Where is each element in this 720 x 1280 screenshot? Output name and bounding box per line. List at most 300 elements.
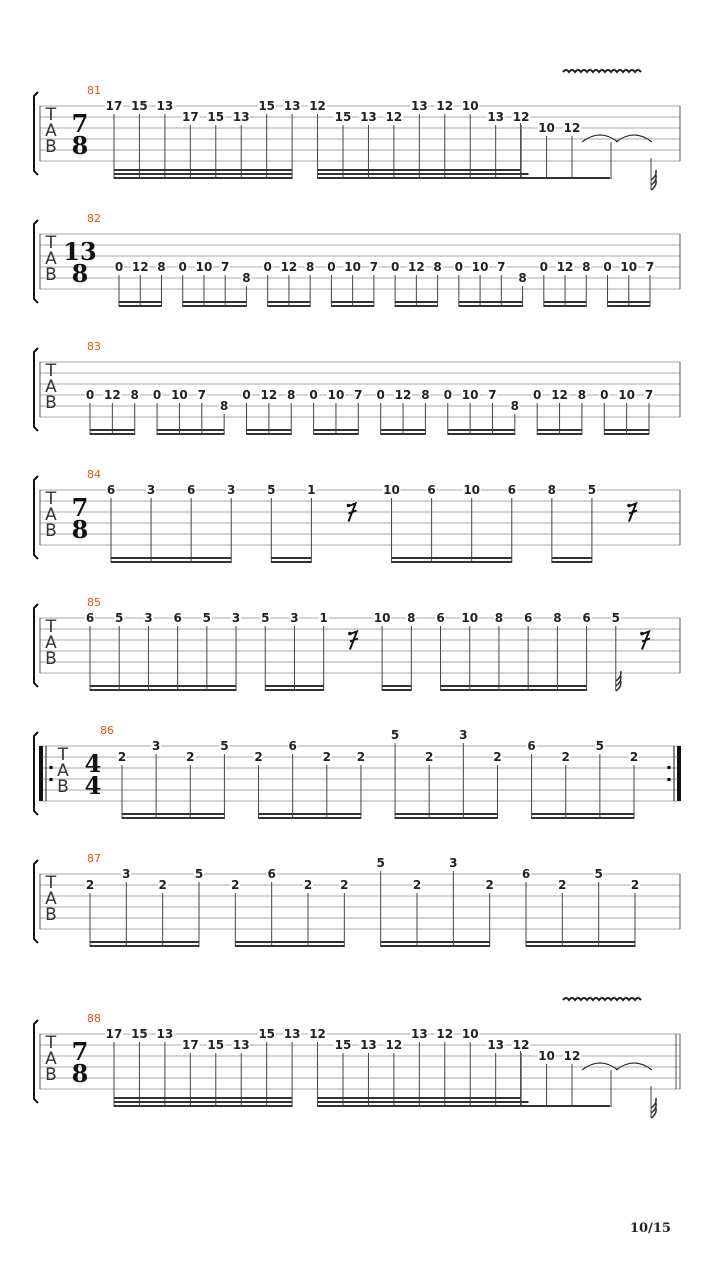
tab-system-83 [34, 340, 680, 435]
fret-number: 6 [288, 739, 297, 753]
tab-clef-letter: T [45, 489, 57, 509]
fret-number: 0 [327, 260, 336, 274]
fret-number: 6 [267, 867, 276, 881]
beam [331, 301, 373, 303]
tab-system-84 [34, 468, 680, 563]
fret-number: 17 [181, 1038, 199, 1052]
beam [122, 813, 224, 815]
fret-number: 6 [582, 611, 591, 625]
fret-number: 13 [410, 99, 428, 113]
beam [537, 429, 582, 431]
beam [268, 301, 310, 303]
fret-number: 12 [131, 260, 149, 274]
measure-number: 86 [100, 724, 114, 737]
fret-number: 13 [283, 99, 301, 113]
beam [157, 429, 224, 431]
tab-clef-letter: B [45, 393, 57, 413]
fret-number: 8 [518, 271, 527, 285]
fret-number: 0 [539, 260, 548, 274]
fret-number: 3 [227, 483, 236, 497]
fret-number: 8 [494, 611, 504, 625]
beam [392, 561, 512, 563]
fret-number: 8 [305, 260, 315, 274]
fret-number: 2 [629, 750, 639, 764]
beam [247, 433, 292, 435]
beam [114, 173, 292, 175]
fret-number: 5 [194, 867, 204, 881]
fret-number: 2 [558, 878, 567, 892]
fret-number: 2 [254, 750, 263, 764]
fret-number: 7 [488, 388, 497, 402]
beam [448, 429, 515, 431]
fret-number: 13 [232, 1038, 250, 1052]
beam [381, 941, 490, 943]
beam [395, 817, 497, 819]
tab-clef-letter: B [45, 1065, 57, 1085]
tab-clef-letter: B [45, 521, 57, 541]
fret-number: 2 [117, 750, 127, 764]
beam [395, 301, 437, 303]
fret-number: 2 [231, 878, 240, 892]
beam [552, 561, 592, 563]
beam [544, 305, 586, 307]
fret-number: 12 [512, 110, 530, 124]
fret-number: 13 [487, 1038, 505, 1052]
beam [318, 173, 522, 175]
fret-number: 8 [547, 483, 557, 497]
fret-number: 13 [156, 99, 174, 113]
repeat-start-bar [39, 746, 43, 801]
time-signature-numerator: 7 [71, 493, 89, 522]
tab-clef-letter: T [45, 1033, 57, 1053]
fret-number: 17 [181, 110, 199, 124]
tab-clef-letter: T [45, 617, 57, 637]
fret-number: 15 [334, 1038, 352, 1052]
system-bracket [34, 476, 38, 559]
beam [314, 433, 359, 435]
fret-number: 7 [644, 388, 654, 402]
fret-number: 3 [290, 611, 299, 625]
fret-number: 13 [232, 110, 250, 124]
beam [448, 433, 515, 435]
beam [441, 689, 587, 691]
fret-number: 13 [360, 110, 377, 124]
fret-number: 6 [523, 611, 533, 625]
partial-beam [521, 173, 529, 175]
fret-number: 10 [461, 99, 479, 113]
repeat-dot [49, 778, 53, 782]
beam [441, 685, 587, 687]
fret-number: 3 [459, 728, 468, 742]
system-bracket [34, 732, 38, 815]
fret-number: 5 [390, 728, 400, 742]
beam [90, 945, 199, 947]
fret-number: 0 [114, 260, 124, 274]
fret-number: 12 [385, 110, 403, 124]
fret-number: 12 [556, 260, 574, 274]
fret-number: 8 [582, 260, 591, 274]
beam [111, 561, 231, 563]
beam [271, 557, 311, 559]
repeat-end-bar [677, 746, 681, 801]
tab-system-85 [34, 596, 680, 691]
fret-number: 8 [577, 388, 587, 402]
beam [459, 301, 523, 303]
beam [119, 305, 161, 307]
fret-number: 2 [630, 878, 640, 892]
beam [114, 1101, 292, 1103]
fret-number: 0 [443, 388, 452, 402]
fret-number: 3 [122, 867, 131, 881]
fret-number: 12 [260, 388, 278, 402]
fret-number: 12 [512, 1038, 530, 1052]
fret-number: 5 [220, 739, 229, 753]
beam [90, 689, 236, 691]
tab-clef-letter: B [45, 137, 57, 157]
tab-clef-letter: A [45, 249, 57, 269]
tab-system-82 [34, 212, 680, 307]
beam [90, 941, 199, 943]
fret-number: 12 [563, 1049, 581, 1063]
beam [608, 305, 650, 307]
beam [265, 689, 323, 691]
tab-clef-letter: A [45, 377, 57, 397]
fret-number: 10 [620, 260, 638, 274]
fret-number: 5 [376, 856, 385, 870]
tab-clef-letter: B [45, 265, 57, 285]
fret-number: 0 [242, 388, 251, 402]
fret-number: 2 [485, 878, 494, 892]
fret-number: 8 [407, 611, 416, 625]
beam [259, 813, 361, 815]
time-signature-denominator: 8 [71, 1059, 89, 1088]
beam [459, 305, 523, 307]
system-bracket [34, 348, 38, 431]
fret-number: 10 [461, 611, 479, 625]
fret-number: 6 [521, 867, 531, 881]
fret-number: 7 [197, 388, 206, 402]
beam [521, 1105, 610, 1107]
fret-number: 12 [563, 121, 581, 135]
fret-number: 15 [131, 1027, 148, 1041]
beam [114, 1097, 292, 1099]
tab-clef-letter: A [45, 505, 57, 525]
fret-number: 10 [538, 1049, 555, 1063]
rest-dot [348, 632, 352, 636]
beam [90, 685, 236, 687]
beam [381, 429, 426, 431]
fret-number: 10 [383, 483, 400, 497]
fret-number: 0 [178, 260, 187, 274]
fret-number: 2 [412, 878, 422, 892]
partial-beam [521, 1101, 529, 1103]
tab-clef-letter: T [45, 105, 57, 125]
beam [526, 945, 635, 947]
fret-number: 6 [436, 611, 445, 625]
beam [114, 1105, 292, 1107]
fret-number: 2 [322, 750, 331, 764]
fret-number: 2 [425, 750, 434, 764]
fret-number: 15 [258, 99, 276, 113]
fret-number: 12 [436, 99, 454, 113]
time-signature-numerator: 4 [84, 749, 102, 778]
time-signature-denominator: 4 [84, 771, 102, 800]
fret-number: 2 [158, 878, 167, 892]
rest-dot [627, 504, 631, 508]
fret-number: 10 [471, 260, 489, 274]
fret-number: 10 [327, 388, 345, 402]
beam [521, 177, 610, 179]
fret-number: 5 [611, 611, 620, 625]
beam [381, 945, 490, 947]
rest-dot [640, 632, 644, 636]
fret-number: 3 [449, 856, 458, 870]
fret-number: 6 [85, 611, 95, 625]
beam [392, 557, 512, 559]
beam [526, 941, 635, 943]
time-signature-denominator: 8 [71, 259, 89, 288]
fret-number: 3 [146, 483, 156, 497]
fret-number: 2 [356, 750, 366, 764]
fret-number: 7 [221, 260, 230, 274]
fret-number: 0 [454, 260, 464, 274]
beam [183, 301, 247, 303]
fret-number: 8 [421, 388, 430, 402]
fret-number: 15 [258, 1027, 276, 1041]
tab-clef-letter: A [45, 633, 57, 653]
time-signature-numerator: 7 [71, 1037, 89, 1066]
fret-number: 13 [360, 1038, 377, 1052]
vibrato-mark [563, 70, 641, 72]
fret-number: 0 [390, 260, 400, 274]
beam [90, 429, 135, 431]
fret-number: 0 [152, 388, 162, 402]
fret-number: 13 [487, 110, 505, 124]
beam [382, 685, 411, 687]
time-signature-numerator: 13 [63, 237, 97, 266]
tab-clef-letter: B [45, 905, 57, 925]
fret-number: 2 [303, 878, 313, 892]
fret-number: 17 [105, 1027, 123, 1041]
fret-number: 3 [144, 611, 153, 625]
beam [608, 301, 650, 303]
beam [114, 177, 292, 179]
tab-clef-letter: A [57, 761, 69, 781]
system-bracket [34, 92, 38, 175]
fret-number: 10 [461, 1027, 479, 1041]
beam [318, 1097, 522, 1099]
fret-number: 6 [427, 483, 436, 497]
fret-number: 10 [171, 388, 188, 402]
tab-clef-letter: A [45, 889, 57, 909]
measure-number: 82 [87, 212, 101, 225]
fret-number: 5 [587, 483, 597, 497]
beam [114, 169, 292, 171]
beam [122, 817, 224, 819]
fret-number: 12 [309, 1027, 326, 1041]
fret-number: 13 [410, 1027, 428, 1041]
repeat-dot [667, 778, 671, 782]
fret-number: 0 [533, 388, 542, 402]
tab-clef-letter: B [45, 649, 57, 669]
time-signature-numerator: 7 [71, 109, 89, 138]
fret-number: 10 [618, 388, 635, 402]
time-signature-denominator: 8 [71, 515, 89, 544]
beam [552, 557, 592, 559]
beam [604, 429, 649, 431]
tab-system-81 [34, 70, 680, 190]
fret-number: 2 [186, 750, 195, 764]
fret-number: 12 [408, 260, 425, 274]
fret-number: 10 [538, 121, 555, 135]
fret-number: 0 [85, 388, 95, 402]
beam [314, 429, 359, 431]
tab-system-86 [34, 724, 681, 819]
system-bracket [34, 220, 38, 303]
fret-number: 5 [202, 611, 212, 625]
rest-dot [347, 504, 351, 508]
fret-number: 17 [105, 99, 123, 113]
fret-number: 10 [461, 388, 479, 402]
beam [268, 305, 310, 307]
time-signature-denominator: 8 [71, 131, 89, 160]
beam [331, 305, 373, 307]
fret-number: 0 [309, 388, 318, 402]
fret-number: 7 [497, 260, 506, 274]
beam [271, 561, 311, 563]
fret-number: 3 [151, 739, 161, 753]
beam [395, 813, 497, 815]
measure-number: 85 [87, 596, 101, 609]
beam [532, 813, 634, 815]
fret-number: 5 [261, 611, 270, 625]
beam [318, 169, 522, 171]
fret-number: 12 [551, 388, 568, 402]
system-bracket [34, 860, 38, 943]
tab-clef-letter: T [45, 361, 57, 381]
fret-number: 15 [334, 110, 352, 124]
measure-number: 83 [87, 340, 101, 353]
fret-number: 12 [385, 1038, 403, 1052]
fret-number: 10 [344, 260, 361, 274]
fret-number: 2 [340, 878, 349, 892]
fret-number: 8 [510, 399, 520, 413]
beam [90, 433, 135, 435]
fret-number: 12 [394, 388, 412, 402]
beam [532, 817, 634, 819]
beam [235, 941, 344, 943]
fret-number: 8 [157, 260, 166, 274]
fret-number: 12 [280, 260, 298, 274]
fret-number: 13 [156, 1027, 174, 1041]
fret-number: 6 [507, 483, 516, 497]
measure-number: 88 [87, 1012, 101, 1025]
fret-number: 8 [287, 388, 296, 402]
tab-clef-letter: T [57, 745, 69, 765]
fret-number: 1 [319, 611, 328, 625]
fret-number: 15 [131, 99, 148, 113]
fret-number: 15 [207, 1038, 225, 1052]
fret-number: 6 [106, 483, 116, 497]
tab-system-88 [34, 998, 680, 1118]
fret-number: 10 [195, 260, 213, 274]
page-number: 10/15 [630, 1221, 671, 1236]
fret-number: 2 [561, 750, 570, 764]
beam [544, 301, 586, 303]
repeat-dot [49, 766, 53, 770]
fret-number: 7 [645, 260, 655, 274]
fret-number: 5 [594, 867, 603, 881]
fret-number: 0 [600, 388, 609, 402]
fret-number: 6 [173, 611, 182, 625]
fret-number: 12 [104, 388, 121, 402]
beam [157, 433, 224, 435]
fret-number: 6 [527, 739, 536, 753]
fret-number: 6 [186, 483, 196, 497]
system-bracket [34, 604, 38, 687]
beam [119, 301, 161, 303]
tab-clef-letter: T [45, 873, 57, 893]
measure-number: 84 [87, 468, 101, 481]
fret-number: 12 [436, 1027, 454, 1041]
vibrato-mark [563, 998, 641, 1000]
tab-clef-letter: A [45, 1049, 57, 1069]
fret-number: 8 [242, 271, 251, 285]
beam [318, 177, 522, 179]
fret-number: 8 [219, 399, 229, 413]
fret-number: 7 [354, 388, 363, 402]
repeat-dot [667, 766, 671, 770]
fret-number: 8 [553, 611, 562, 625]
beam [111, 557, 231, 559]
beam [183, 305, 247, 307]
fret-number: 0 [376, 388, 385, 402]
beam [318, 1105, 522, 1107]
fret-number: 3 [231, 611, 241, 625]
measure-number: 81 [87, 84, 101, 97]
beam [247, 429, 292, 431]
tab-clef-letter: T [45, 233, 57, 253]
beam [235, 945, 344, 947]
fret-number: 2 [85, 878, 95, 892]
fret-number: 8 [433, 260, 442, 274]
fret-number: 10 [463, 483, 481, 497]
tab-system-87 [34, 852, 680, 947]
system-bracket [34, 1020, 38, 1103]
fret-number: 2 [493, 750, 502, 764]
measure-number: 87 [87, 852, 101, 865]
fret-number: 0 [603, 260, 612, 274]
fret-number: 12 [309, 99, 326, 113]
fret-number: 5 [595, 739, 605, 753]
fret-number: 1 [307, 483, 316, 497]
beam [537, 433, 582, 435]
beam [265, 685, 323, 687]
fret-number: 5 [267, 483, 276, 497]
beam [381, 433, 426, 435]
fret-number: 0 [263, 260, 272, 274]
fret-number: 7 [369, 260, 379, 274]
fret-number: 13 [283, 1027, 301, 1041]
beam [318, 1101, 522, 1103]
tab-clef-letter: B [57, 777, 69, 797]
fret-number: 8 [130, 388, 139, 402]
tab-clef-letter: A [45, 121, 57, 141]
fret-number: 15 [207, 110, 225, 124]
fret-number: 5 [115, 611, 124, 625]
fret-number: 10 [373, 611, 391, 625]
beam [382, 689, 411, 691]
